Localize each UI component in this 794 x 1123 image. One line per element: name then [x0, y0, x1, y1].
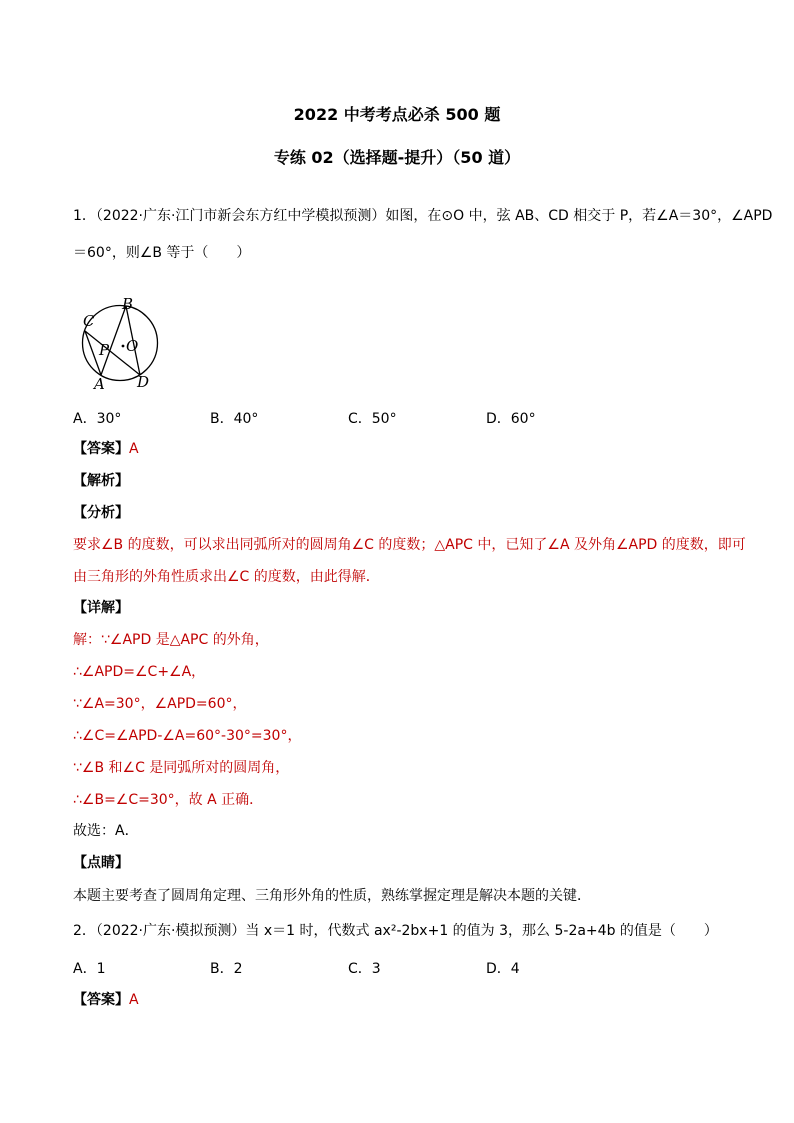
q1-detail-label: 【详解】	[73, 600, 129, 616]
q1-detail-line-6: ∴∠B=∠C=30°，故 A 正确．	[73, 792, 264, 808]
circle-chord-figure	[70, 290, 170, 400]
q1-detail-line-1: 解：∵∠APD 是△APC 的外角，	[73, 632, 269, 648]
center-dot	[122, 345, 125, 348]
q1-option-b: B．40°	[210, 411, 259, 427]
label-b: B	[122, 295, 134, 313]
label-c: C	[83, 312, 95, 330]
q1-detail-line-5: ∵∠B 和∠C 是同弧所对的圆周角，	[73, 760, 290, 776]
label-o: O	[126, 337, 139, 355]
q2-option-a: A．1	[73, 961, 106, 977]
q1-stem-line-1: 1．（2022·广东·江门市新会东方红中学模拟预测）如图，在⊙O 中，弦 AB、CD 相交于 P，若∠A＝30°，∠APD	[73, 208, 773, 224]
q2-answer-line	[73, 990, 139, 1010]
q1-fenxi-label: 【分析】	[73, 505, 129, 521]
q1-detail-line-2: ∴∠APD=∠C+∠A，	[73, 664, 206, 680]
q1-detail-line-3: ∵∠A=30°，∠APD=60°，	[73, 696, 247, 712]
q2-stem-line-1: 2．（2022·广东·模拟预测）当 x＝1 时，代数式 ax²-2bx+1 的值为 3，那么 5-2a+4b 的值是（ ）	[73, 923, 718, 939]
q1-option-c: C．50°	[348, 411, 397, 427]
q2-option-b: B．2	[210, 961, 243, 977]
q1-fenxi-line-1: 要求∠B 的度数，可以求出同弧所对的圆周角∠C 的度数；△APC 中，已知了∠A 及外角∠APD 的度数，即可	[73, 537, 746, 553]
q2-option-c: C．3	[348, 961, 381, 977]
label-p: P	[99, 341, 110, 359]
q1-detail-line-4: ∴∠C=∠APD-∠A=60°-30°=30°，	[73, 728, 302, 744]
q1-option-d: D．60°	[486, 411, 536, 427]
q1-stem-line-2: ＝60°，则∠B 等于（ ）	[73, 245, 251, 261]
q1-dianjing-text: 本题主要考查了圆周角定理、三角形外角的性质，熟练掌握定理是解决本题的关键．	[73, 888, 591, 904]
page-subtitle: 专练 02（选择题-提升）（50 道）	[273, 148, 521, 167]
q1-fenxi-line-2: 由三角形的外角性质求出∠C 的度数，由此得解．	[73, 569, 380, 585]
q2-answer-label: 【答案】	[73, 992, 129, 1008]
q1-dianjing-label: 【点睛】	[73, 855, 129, 871]
q1-option-a: A．30°	[73, 411, 122, 427]
q2-option-d: D．4	[486, 961, 520, 977]
q2-answer-value: A	[129, 992, 139, 1008]
q1-choice-line: 故选：A．	[73, 823, 139, 839]
q1-answer-line	[73, 439, 139, 459]
label-d: D	[137, 373, 150, 391]
q1-answer-value: A	[129, 441, 139, 457]
page-title: 2022 中考考点必杀 500 题	[293, 105, 501, 124]
q1-answer-label: 【答案】	[73, 441, 129, 457]
label-a: A	[94, 375, 105, 393]
q1-analysis-label: 【解析】	[73, 473, 129, 489]
